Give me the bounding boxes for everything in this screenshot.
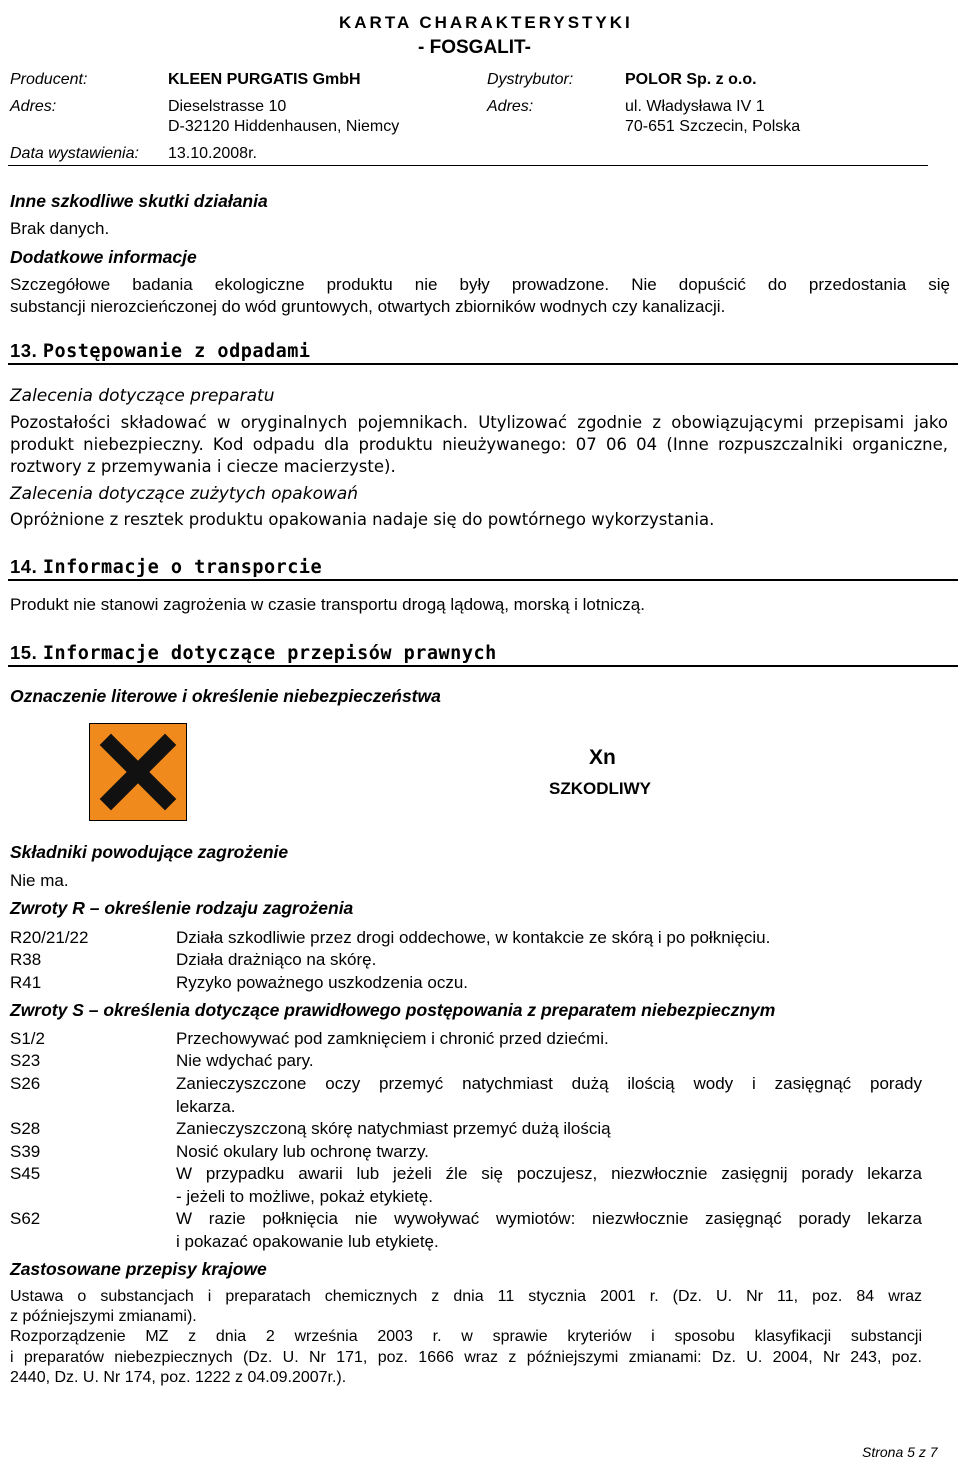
product-name: - FOSGALIT- (418, 37, 531, 58)
s-phrase-text-cont: - jeżeli to możliwe, pokaż etykietę. (176, 1187, 433, 1206)
dystrybutor-address-line2: 70-651 Szczecin, Polska (625, 118, 801, 135)
s-phrase-text: W przypadku awarii lub jeżeli źle się poczujesz, niezwłocznie zasięgnij porady lekarza (176, 1164, 922, 1183)
waste-prep-line2: produkt niebezpieczny. Kod odpadu dla produktu nieużywanego: 07 06 04 (Inne rozpuszczalniki organiczne, (10, 435, 948, 454)
r-phrase-text: Ryzyko poważnego uszkodzenia oczu. (176, 973, 468, 992)
section-15-title: Informacje dotyczące przepisów prawnych (42, 643, 497, 664)
transport-text: Produkt nie stanowi zagrożenia w czasie transportu drogą lądową, morską i lotniczą. (10, 595, 645, 614)
dystrybutor-address-label: Adres: (487, 98, 534, 115)
document-title: KARTA CHARAKTERYSTYKI (339, 13, 633, 32)
producent-address-label: Adres: (10, 98, 57, 115)
section-13-heading (10, 340, 311, 362)
s-phrase-code: S1/2 (10, 1029, 45, 1048)
law-1-line2: z późniejszymi zmianami). (10, 1308, 197, 1325)
r-phrase-text: Działa szkodliwie przez drogi oddechowe, w kontakcie ze skórą i po połknięciu. (176, 928, 771, 947)
producent-address-line2: D-32120 Hiddenhausen, Niemcy (168, 118, 400, 135)
s-phrase-code: S45 (10, 1164, 41, 1183)
producent-label: Producent: (10, 71, 88, 88)
section-14-title: Informacje o transporcie (42, 557, 323, 578)
section-15-rule (8, 665, 958, 667)
additional-info-heading: Dodatkowe informacje (10, 247, 197, 267)
section-14-rule (8, 579, 958, 581)
hazard-symbol-name: SZKODLIWY (549, 779, 651, 798)
s-phrase-code: S26 (10, 1074, 41, 1093)
producent-address-line1: Dieselstrasse 10 (168, 98, 287, 115)
section-14-number: 14. (10, 556, 38, 577)
s-phrase-text: W razie połknięcia nie wywoływać wymiotów: niezwłocznie zasięgnąć porady lekarza (176, 1209, 922, 1228)
s-phrase-text: Nosić okulary lub ochronę twarzy. (176, 1142, 429, 1161)
s-phrase-text: Przechowywać pod zamknięciem i chronić przed dziećmi. (176, 1029, 609, 1048)
section-15-number: 15. (10, 642, 38, 663)
dystrybutor-name: POLOR Sp. z o.o. (625, 71, 757, 88)
s-phrase-text: Zanieczyszczoną skórę natychmiast przemyć dużą ilością (176, 1119, 611, 1138)
header-divider (8, 165, 928, 166)
waste-prep-heading: Zalecenia dotyczące preparatu (10, 386, 275, 406)
national-regulations-heading: Zastosowane przepisy krajowe (10, 1259, 267, 1279)
additional-info-line1: Szczegółowe badania ekologiczne produktu nie były prowadzone. Nie dopuścić do przedostania się (10, 275, 950, 294)
hazard-symbol (89, 723, 187, 821)
s-phrase-text-cont: i pokazać opakowanie lub etykietę. (176, 1232, 439, 1251)
dystrybutor-address-line1: ul. Władysława IV 1 (625, 98, 765, 115)
issue-date-label: Data wystawienia: (10, 145, 139, 162)
hazard-labeling-heading: Oznaczenie literowe i określenie niebezpieczeństwa (10, 686, 441, 706)
producent-name: KLEEN PURGATIS GmbH (168, 71, 361, 88)
other-effects-heading: Inne szkodliwe skutki działania (10, 191, 268, 211)
s-phrase-code: S23 (10, 1051, 41, 1070)
waste-prep-line3: roztwory z przemywania i ciecze macierzyste). (10, 457, 396, 476)
s-phrase-text: Zanieczyszczone oczy przemyć natychmiast dużą ilością wody i zasięgnąć porady (176, 1074, 922, 1093)
r-phrase-code: R20/21/22 (10, 928, 89, 947)
r-phrase-code: R38 (10, 950, 42, 969)
r-phrase-text: Działa drażniąco na skórę. (176, 950, 377, 969)
section-15-heading (10, 642, 497, 664)
dystrybutor-label: Dystrybutor: (487, 71, 574, 88)
additional-info-line2: substancji nierozcieńczonej do wód gruntowych, otwartych zbiorników wodnych czy kanalizacji. (10, 297, 726, 316)
law-2-line3: 2440, Dz. U. Nr 174, poz. 1222 z 04.09.2007r.). (10, 1369, 347, 1386)
waste-prep-line1: Pozostałości składować w oryginalnych pojemnikach. Utylizować zgodnie z obowiązującymi przepisami jako (10, 413, 948, 432)
issue-date: 13.10.2008r. (168, 145, 257, 162)
section-14-heading (10, 556, 322, 578)
other-effects-text: Brak danych. (10, 219, 110, 238)
page-number: Strona 5 z 7 (862, 1444, 938, 1460)
hazard-symbol-code: Xn (589, 746, 616, 769)
s-phrase-text: Nie wdychać pary. (176, 1051, 314, 1070)
section-13-number: 13. (10, 340, 38, 361)
r-phrases-heading: Zwroty R – określenie rodzaju zagrożenia (10, 898, 354, 918)
s-phrase-code: S39 (10, 1142, 41, 1161)
hazardous-components-text: Nie ma. (10, 871, 69, 890)
used-packaging-text: Opróżnione z resztek produktu opakowania nadaje się do powtórnego wykorzystania. (10, 510, 715, 529)
section-13-rule (8, 363, 958, 365)
law-1-line1: Ustawa o substancjach i preparatach chemicznych z dnia 11 stycznia 2001 r. (Dz. U. Nr 11, poz. 84 wraz (10, 1288, 922, 1305)
s-phrase-text-cont: lekarza. (176, 1097, 236, 1116)
law-2-line1: Rozporządzenie MZ z dnia 2 września 2003 r. w sprawie kryteriów i sposobu klasyfikacji substancji (10, 1328, 922, 1345)
s-phrase-code: S28 (10, 1119, 41, 1138)
used-packaging-heading: Zalecenia dotyczące zużytych opakowań (10, 484, 359, 504)
r-phrase-code: R41 (10, 973, 42, 992)
harmful-cross-icon (90, 724, 186, 820)
law-2-line2: i preparatów niebezpiecznych (Dz. U. Nr 171, poz. 1666 wraz z późniejszymi zmianami: Dz. U. 2004, Nr 243, poz. (10, 1349, 922, 1366)
hazardous-components-heading: Składniki powodujące zagrożenie (10, 842, 289, 862)
section-13-title: Postępowanie z odpadami (42, 341, 311, 362)
s-phrases-heading: Zwroty S – określenia dotyczące prawidłowego postępowania z preparatem niebezpiecznym (10, 1000, 776, 1020)
s-phrase-code: S62 (10, 1209, 41, 1228)
